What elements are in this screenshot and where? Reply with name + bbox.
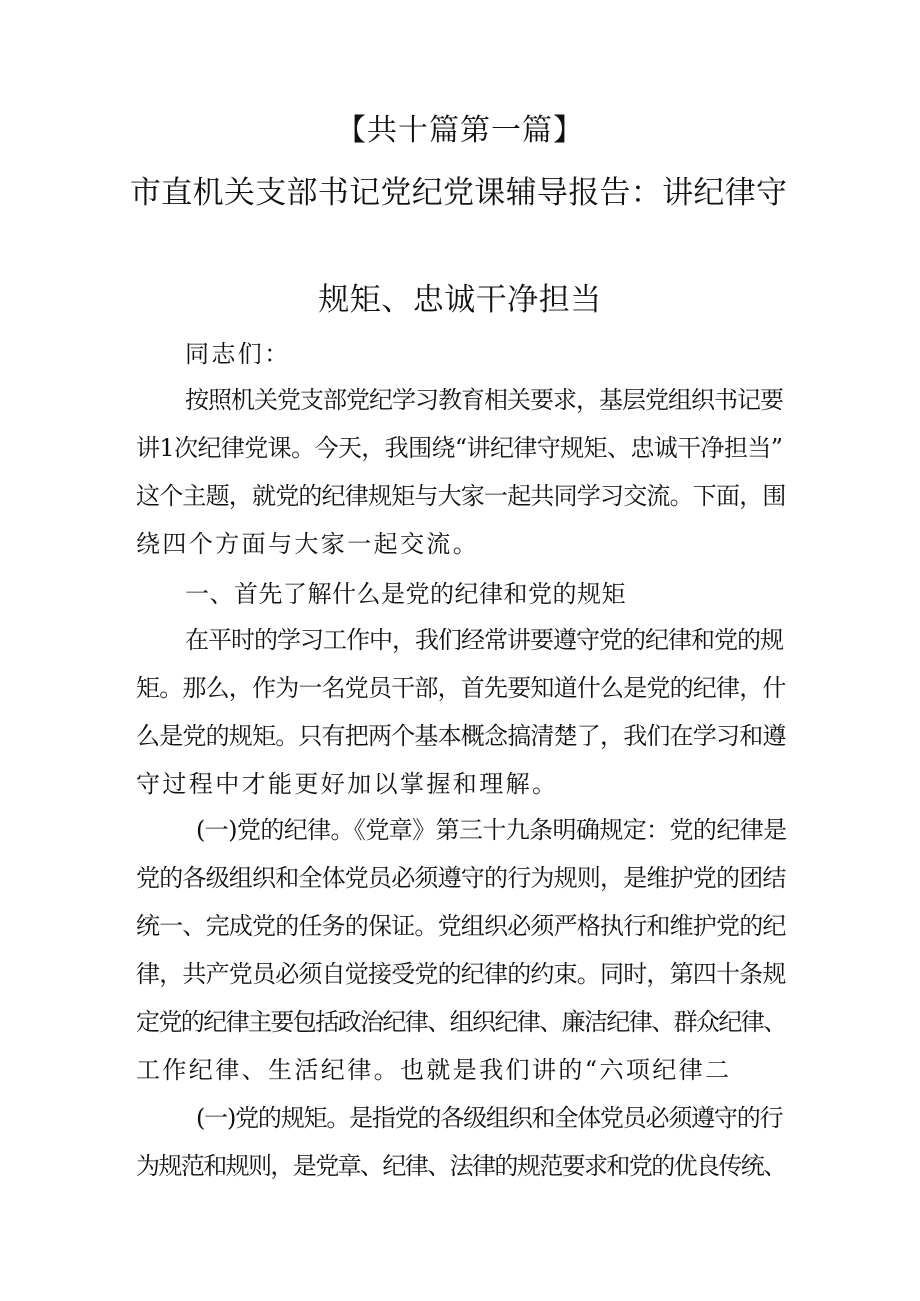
discipline-line: (一)党的纪律。《党章》第三十九条明确规定：党的纪律是 [196,816,787,844]
intro-line: 按照机关党支部党纪学习教育相关要求，基层党组织书记要 [185,386,783,414]
section-1-heading: 一、首先了解什么是党的纪律和党的规矩 [185,580,626,608]
intro-line: 绕四个方面与大家一起交流。 [136,530,480,558]
discipline-line: 统一、完成党的任务的保证。党组织必须严格执行和维护党的纪 [136,912,786,940]
intro-line: 讲1次纪律党课。今天，我围绕“讲纪律守规矩、忠诚干净担当” [136,434,783,462]
salutation: 同志们： [185,340,291,368]
intro-line: 这个主题，就党的纪律规矩与大家一起共同学习交流。下面，围 [136,482,786,510]
discipline-line: 党的各级组织和全体党员必须遵守的行为规则，是维护党的团结 [136,864,786,892]
document-title-line-1: 市直机关支部书记党纪党课辅导报告：讲纪律守 [130,175,788,211]
series-title: 【共十篇第一篇】 [336,113,584,148]
section-1-line: 在平时的学习工作中，我们经常讲要遵守党的纪律和党的规 [185,626,783,654]
section-1-line: 么是党的规矩。只有把两个基本概念搞清楚了，我们在学习和遵 [136,722,786,750]
rules-line: 为规范和规则，是党章、纪律、法律的规范要求和党的优良传统、 [136,1152,786,1180]
discipline-line: 定党的纪律主要包括政治纪律、组织纪律、廉洁纪律、群众纪律、 [136,1008,786,1036]
discipline-line: 律，共产党员必须自觉接受党的纪律的约束。同时，第四十条规 [136,960,786,988]
discipline-line: 工作纪律、生活纪律。也就是我们讲的“六项纪律二 [136,1056,732,1084]
document-title-line-2: 规矩、忠诚干净担当 [318,282,602,318]
rules-line: (一)党的规矩。是指党的各级组织和全体党员必须遵守的行 [196,1104,783,1132]
section-1-line: 矩。那么，作为一名党员干部，首先要知道什么是党的纪律，什 [136,674,786,702]
section-1-line: 守过程中才能更好加以掌握和理解。 [136,770,559,798]
